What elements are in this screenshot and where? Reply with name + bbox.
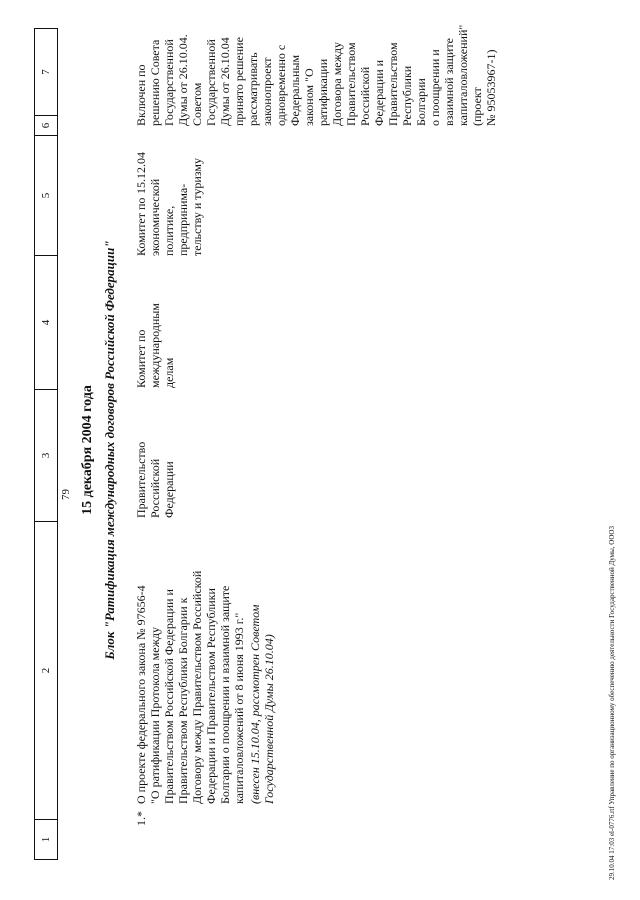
document-footer: 29.10.04 17:03 el-0776.rtf Управление по организационному обеспечению деятельности Государственной Думы, ООО3 xyxy=(608,526,616,880)
row-co-executor-committee: Комитет по экономической политике, предпринима- тельству и туризму xyxy=(134,158,204,256)
row-note: (внесен 15.10.04, рассмотрен Советом Государственной Думы 26.10.04) xyxy=(248,604,276,804)
rotated-document-page xyxy=(20,20,620,880)
row-responsible-committee: Комитет по международным делам xyxy=(134,303,176,388)
column-number-2: 2 xyxy=(35,521,57,819)
column-number-1: 1 xyxy=(35,819,57,859)
column-number-6: 6 xyxy=(35,115,57,135)
row-initiator: Правительство Российской Федерации xyxy=(134,441,176,518)
column-number-row xyxy=(34,28,58,860)
page-number: 79 xyxy=(60,489,72,500)
column-number-7: 7 xyxy=(40,69,52,75)
row-date: 15.12.04 xyxy=(134,152,148,194)
row-remarks: Включен по решению Совета Государственной Думы от 26.10.04. Советом Государственной Думы от 26.10.04 принято решение рассматривать законопроект одновременно с Федеральным законом "О ратификации Договора между Правительством Российской Федерации и Правительством Республики Болгарии о поощрении и взаимной защите капиталовложений" (проект № 95053967-1) xyxy=(134,24,498,126)
section-date-heading: 15 декабря 2004 года xyxy=(80,385,95,515)
column-number-5: 5 xyxy=(35,135,57,255)
section-block-heading: Блок "Ратификация международных договоров Российской Федерации" xyxy=(102,240,117,660)
column-number-4: 4 xyxy=(35,255,57,389)
row-number: 1.* xyxy=(134,811,148,826)
row-title: О проекте федерального закона № 97656-4 "О ратификации Протокола между Правительством Российской Федерации и Правительством Республики Болгарии к Договору между Правительством Российской Федерации и Правительством Республики Болгарии о поощрении и взаимной защите капиталовложений от 8 июня 1993 г." xyxy=(134,570,246,804)
column-number-3: 3 xyxy=(35,389,57,521)
